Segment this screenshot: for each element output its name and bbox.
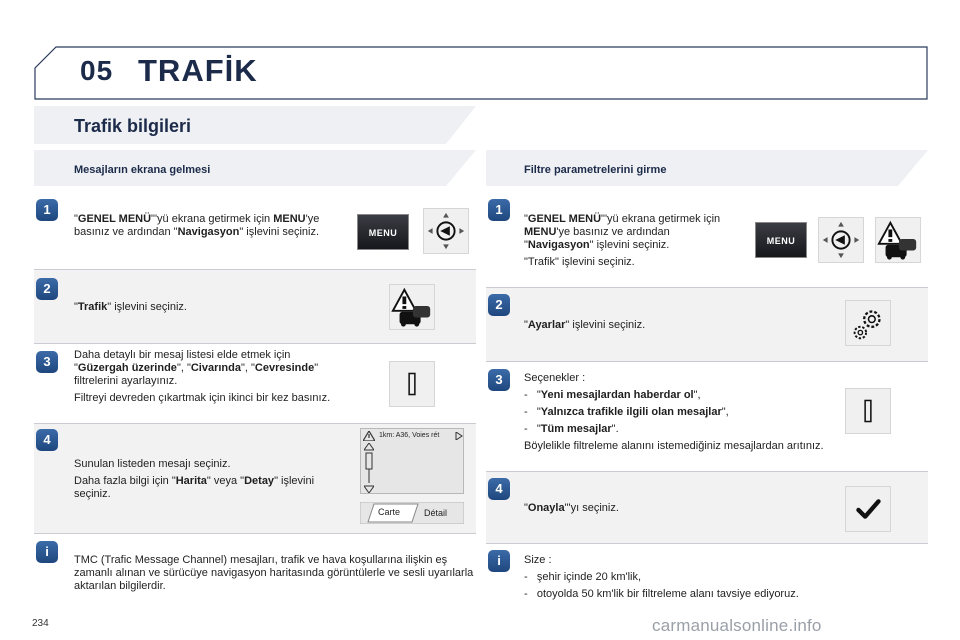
step-badge: 1 [488, 199, 510, 221]
right-info [486, 544, 928, 608]
step-badge: 2 [488, 294, 510, 316]
right-step-2 [486, 288, 928, 362]
step-text: Daha detaylı bir mesaj listesi elde etmek için "Güzergah üzerinde", "Civarında", "Cevresinde" filtrelerini ayarlayınız. Filtreyi devreden çıkartmak için ikinci bir kez basınız. [74, 349, 331, 404]
right-column-title: Filtre parametrelerini girme [524, 164, 667, 176]
step-text: "GENEL MENÜ"'yü ekrana getirmek için MENU'ye basınız ve ardından "Navigasyon" işlevini seçiniz. "Trafik" işlevini seçiniz. [524, 213, 721, 268]
filter-button-icon[interactable] [389, 361, 435, 407]
traffic-icon[interactable] [389, 284, 435, 330]
warning-icon [363, 431, 375, 441]
right-step-3 [486, 362, 928, 472]
step-text: Sunulan listeden mesajı seçiniz. Daha fazla bilgi için "Harita" veya "Detay" işlevini seçiniz. [74, 458, 315, 500]
navigation-icon [423, 208, 469, 254]
menu-button[interactable]: MENU [755, 222, 807, 258]
navigation-icon [818, 217, 864, 263]
detail-button[interactable]: Détail [424, 508, 448, 518]
step-badge: 3 [36, 351, 58, 373]
left-step-3 [34, 344, 476, 424]
step-badge: 1 [36, 199, 58, 221]
left-info [34, 534, 476, 608]
watermark: carmanualsonline.info [652, 616, 822, 635]
arrow-right-icon [455, 432, 463, 440]
step-text: Seçenekler : - "Yeni mesajlardan haberdar ol", - "Yalnızca trafikle ilgili olan mesajlar", - "Tüm mesajlar". Böylelikle filtreleme alanını istemediğiniz mesajlardan arıtınız. [524, 372, 824, 452]
step-text: "Trafik" işlevini seçiniz. [74, 301, 187, 313]
left-column-title: Mesajların ekrana gelmesi [74, 164, 211, 176]
right-step-1 [486, 192, 928, 288]
scrollbar[interactable] [364, 443, 374, 493]
left-step-2 [34, 270, 476, 344]
traffic-icon[interactable] [875, 217, 921, 263]
step-badge: 4 [36, 429, 58, 451]
map-detail-buttons [360, 502, 464, 524]
info-badge: i [36, 541, 58, 563]
step-badge: 2 [36, 278, 58, 300]
chapter-number: 05 [80, 55, 114, 86]
traffic-message-screen [360, 428, 464, 494]
menu-button[interactable]: MENU [357, 214, 409, 250]
confirm-check-icon[interactable] [845, 486, 891, 532]
right-step-4 [486, 472, 928, 544]
map-button[interactable]: Carte [378, 507, 401, 517]
step-text: "GENEL MENÜ"'yü ekrana getirmek için MENU'ye basınız ve ardından "Navigasyon" işlevini seçiniz. [74, 213, 320, 238]
traffic-message-item[interactable]: 1km: A36, Voies rét [379, 432, 440, 439]
settings-gear-icon[interactable] [845, 300, 891, 346]
info-badge: i [488, 550, 510, 572]
step-text: "Onayla"'yı seçiniz. [524, 502, 619, 514]
section-title: Trafik bilgileri [74, 116, 192, 136]
info-text: Size : - şehir içinde 20 km'lik, - otoyolda 50 km'lik bir filtreleme alanı tavsiye ediyoruz. [524, 554, 799, 600]
info-text: TMC (Trafic Message Channel) mesajları, trafik ve hava koşullarına ilişkin eş zamanlı alınan ve sürücüye navigasyon haritasında görüntülerle ve sesli uyarılarla aktarılan bilgilerdir. [74, 554, 474, 592]
step-badge: 4 [488, 478, 510, 500]
step-text: "Ayarlar" işlevini seçiniz. [524, 319, 646, 331]
step-badge: 3 [488, 369, 510, 391]
left-step-1 [34, 192, 476, 270]
page-number: 234 [32, 618, 49, 629]
chapter-title: TRAFİK [138, 53, 258, 88]
option-button-icon[interactable] [845, 388, 891, 434]
